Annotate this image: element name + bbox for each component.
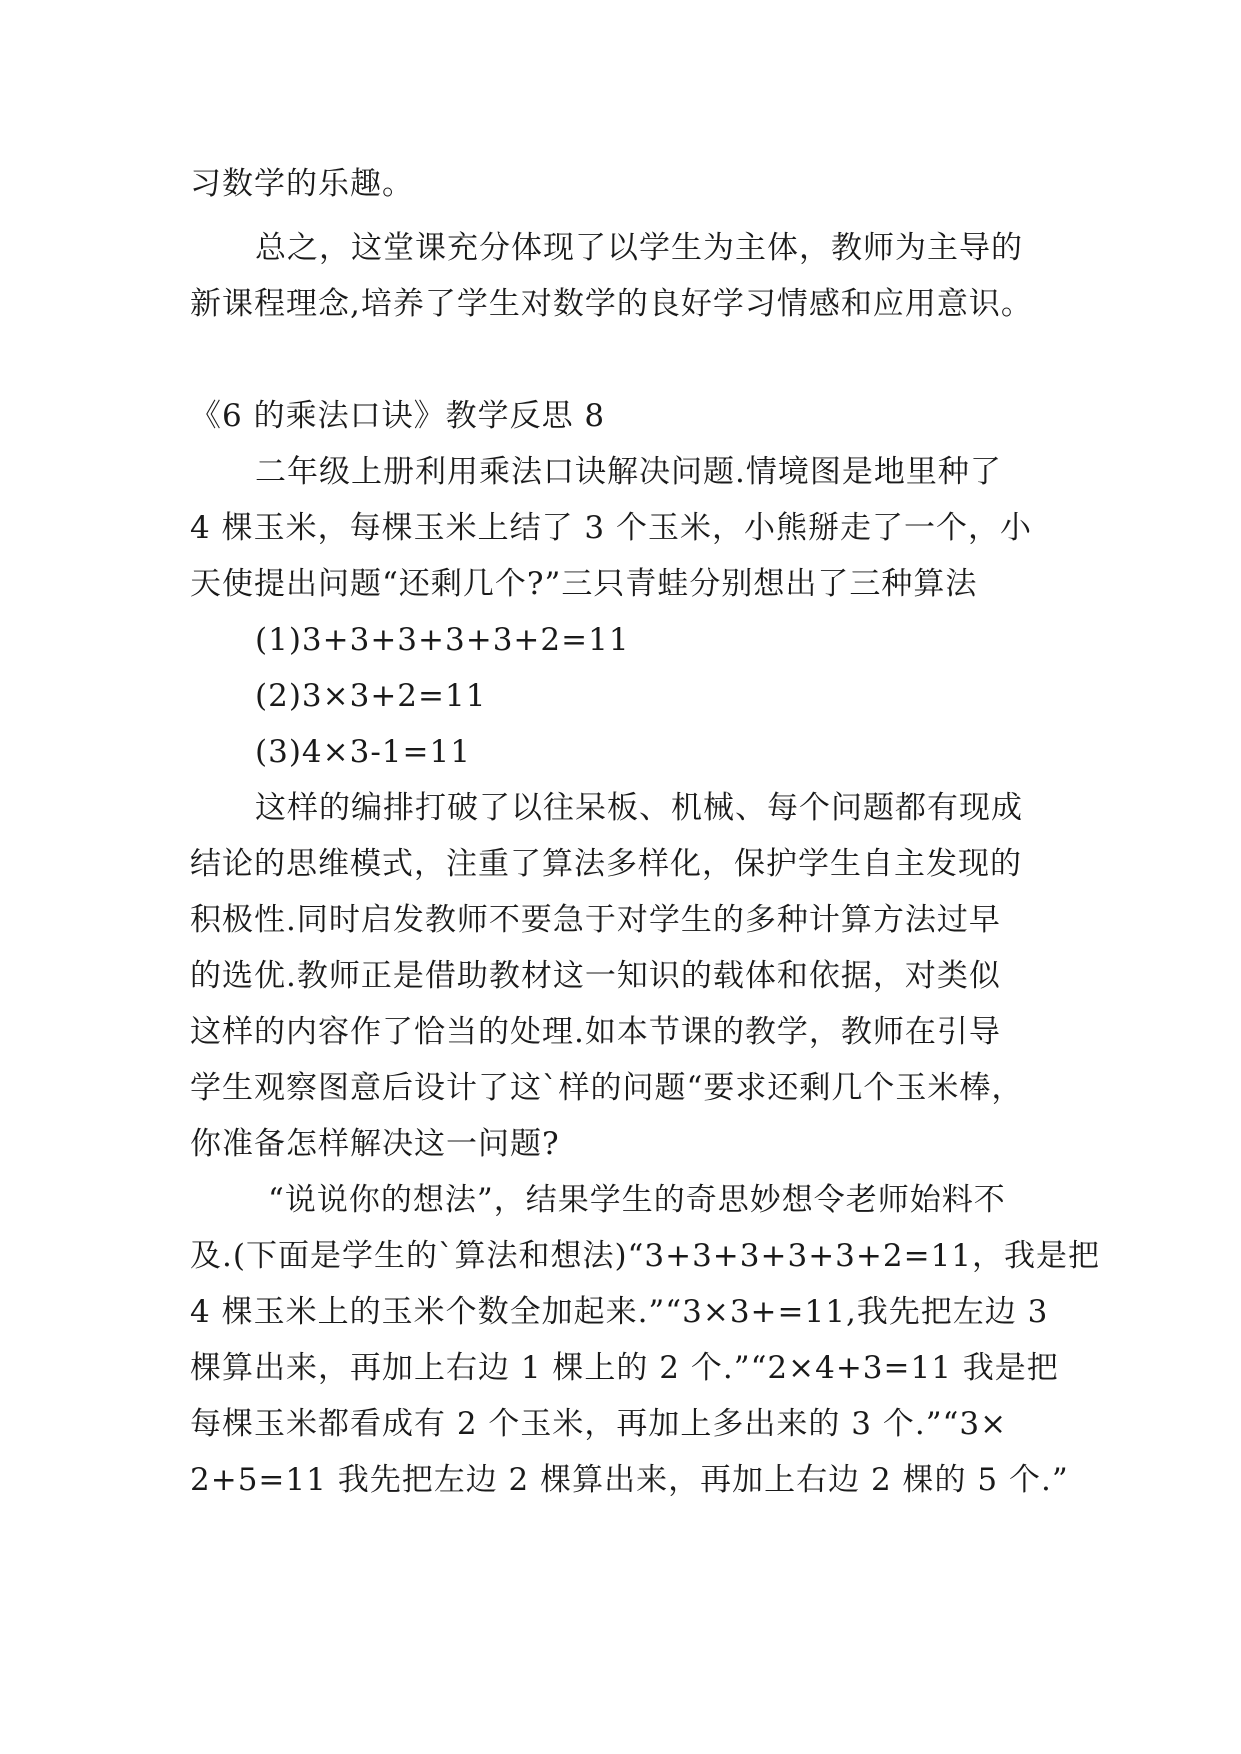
paragraph-line: “说说你的想法”，结果学生的奇思妙想令老师始料不 (268, 1182, 1006, 1218)
paragraph-line: 这样的编排打破了以往呆板、机械、每个问题都有现成 (255, 790, 1023, 826)
paragraph-line: 天使提出问题“还剩几个?”三只青蛙分别想出了三种算法 (190, 566, 978, 602)
paragraph-line: 二年级上册利用乘法口诀解决问题.情境图是地里种了 (255, 454, 1002, 490)
paragraph-line: 每棵玉米都看成有 2 个玉米，再加上多出来的 3 个.”“3× (190, 1406, 1008, 1442)
paragraph-line: 你准备怎样解决这一问题? (190, 1126, 560, 1162)
section-heading: 《6 的乘法口诀》教学反思 8 (190, 398, 606, 434)
paragraph-line: 积极性.同时启发教师不要急于对学生的多种计算方法过早 (190, 902, 1001, 938)
paragraph-line: 学生观察图意后设计了这`样的问题“要求还剩几个玉米棒， (190, 1070, 1024, 1106)
paragraph-line: 棵算出来，再加上右边 1 棵上的 2 个.”“2×4+3=11 我是把 (190, 1350, 1059, 1386)
paragraph-line: 的选优.教师正是借助教材这一知识的载体和依据，对类似 (190, 958, 1001, 994)
paragraph-line: 结论的思维模式，注重了算法多样化，保护学生自主发现的 (190, 846, 1022, 882)
paragraph-line: 4 棵玉米上的玉米个数全加起来.”“3×3+=11,我先把左边 3 (190, 1294, 1049, 1330)
formula-line: (2)3×3+2=11 (255, 678, 487, 714)
paragraph-line: 新课程理念,培养了学生对数学的良好学习情感和应用意识。 (190, 286, 1033, 322)
formula-line: (1)3+3+3+3+3+2=11 (255, 622, 630, 658)
paragraph-line: 及.(下面是学生的`算法和想法)“3+3+3+3+3+2=11，我是把 (190, 1238, 1101, 1274)
formula-line: (3)4×3-1=11 (255, 734, 471, 770)
paragraph-line: 这样的内容作了恰当的处理.如本节课的教学，教师在引导 (190, 1014, 1001, 1050)
paragraph-line: 2+5=11 我先把左边 2 棵算出来，再加上右边 2 棵的 5 个.” (190, 1462, 1069, 1498)
paragraph-line: 习数学的乐趣。 (190, 166, 414, 202)
paragraph-line: 总之，这堂课充分体现了以学生为主体，教师为主导的 (255, 230, 1023, 266)
paragraph-line: 4 棵玉米，每棵玉米上结了 3 个玉米，小熊掰走了一个，小 (190, 510, 1033, 546)
